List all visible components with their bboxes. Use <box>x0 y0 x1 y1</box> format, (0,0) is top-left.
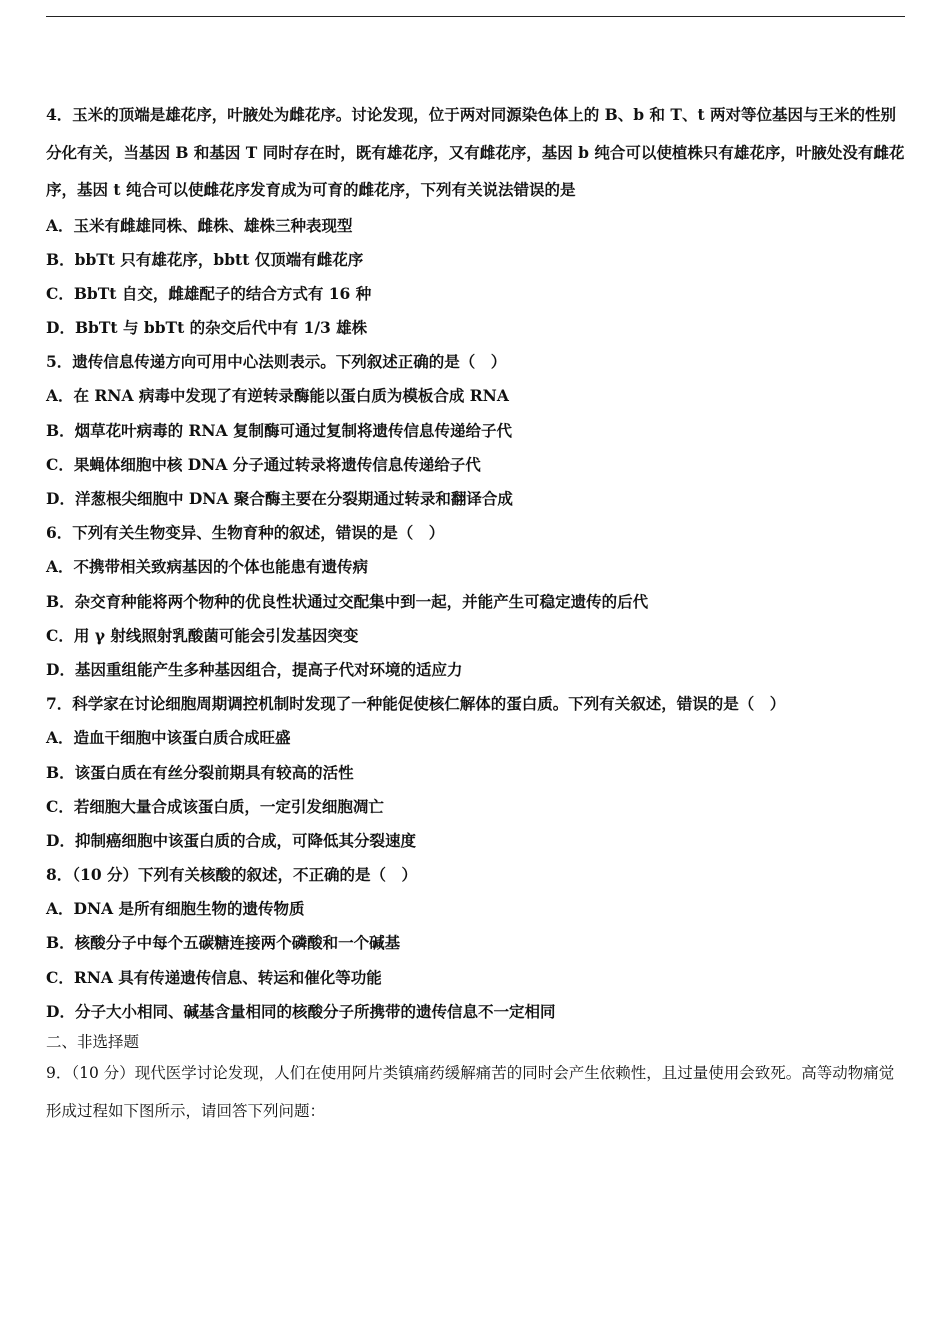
question-8-option-c: C．RNA 具有传递遗传信息、转运和催化等功能 <box>46 967 382 987</box>
header-rule <box>46 16 905 17</box>
question-6-option-c: C．用 γ 射线照射乳酸菌可能会引发基因突变 <box>46 625 359 645</box>
question-8-option-a: A．DNA 是所有细胞生物的遗传物质 <box>46 899 305 919</box>
exam-page-content <box>46 96 906 1130</box>
question-4-option-b: B．bbTt 只有雄花序，bbtt 仅顶端有雌花序 <box>46 249 364 269</box>
question-5-option-a: A．在 RNA 病毒中发现了有逆转录酶能以蛋白质为模板合成 RNA <box>46 386 509 406</box>
question-9-stem: 9．（10 分）现代医学讨论发现，人们在使用阿片类镇痛药缓解痛苦的同时会产生依赖性，且过量使用会致死。高等动物痛觉形成过程如下图所示，请回答下列问题： <box>46 1064 895 1120</box>
question-5-stem: 5．遗传信息传递方向可用中心法则表示。下列叙述正确的是（ ） <box>46 352 507 372</box>
question-7-option-a: A．造血干细胞中该蛋白质合成旺盛 <box>46 728 291 748</box>
question-7-option-c: C．若细胞大量合成该蛋白质，一定引发细胞凋亡 <box>46 796 384 816</box>
question-8-option-d: D．分子大小相同、碱基含量相同的核酸分子所携带的遗传信息不一定相同 <box>46 1001 556 1021</box>
question-6-stem: 6．下列有关生物变异、生物育种的叙述，错误的是（ ） <box>46 523 445 543</box>
section-title: 二、非选择题 <box>46 1033 140 1051</box>
question-5-option-b: B．烟草花叶病毒的 RNA 复制酶可通过复制将遗传信息传递给子代 <box>46 420 512 440</box>
question-7-option-b: B．该蛋白质在有丝分裂前期具有较高的活性 <box>46 762 354 782</box>
question-4-option-d: D．BbTt 与 bbTt 的杂交后代中有 1/3 雄株 <box>46 318 368 338</box>
question-4-option-c: C．BbTt 自交，雌雄配子的结合方式有 16 种 <box>46 283 372 303</box>
question-4-option-a: A．玉米有雌雄同株、雌株、雄株三种表现型 <box>46 215 353 235</box>
question-4-stem: 4．玉米的顶端是雄花序，叶腋处为雌花序。讨论发现，位于两对同源染色体上的 B、b 和 T、t 两对等位基因与王米的性别分化有关，当基因 B 和基因 T 同时存在时，既有雄花序，又有雌花序，基因 b 纯合可以使植株只有雄花序，叶腋处没有雌花序，基因 t 纯合可以使雌花序发育成为可育的雌花序，下列有关说法错误的是 <box>46 105 905 199</box>
question-5-option-d: D．洋葱根尖细胞中 DNA 聚合酶主要在分裂期通过转录和翻译合成 <box>46 489 513 508</box>
question-8-option-b: B．核酸分子中每个五碳糖连接两个磷酸和一个碱基 <box>46 933 401 953</box>
question-7-option-d: D．抑制癌细胞中该蛋白质的合成，可降低其分裂速度 <box>46 830 416 850</box>
question-6-option-d: D．基因重组能产生多种基因组合，提高子代对环境的适应力 <box>46 659 463 679</box>
question-8-stem: 8．（10 分）下列有关核酸的叙述，不正确的是（ ） <box>46 865 418 885</box>
question-6-option-b: B．杂交育种能将两个物种的优良性状通过交配集中到一起，并能产生可稳定遗传的后代 <box>46 591 649 611</box>
question-5-option-c: C．果蝇体细胞中核 DNA 分子通过转录将遗传信息传递给子代 <box>46 454 481 474</box>
question-6-option-a: A．不携带相关致病基因的个体也能患有遗传病 <box>46 557 369 577</box>
question-7-stem: 7．科学家在讨论细胞周期调控机制时发现了一种能促使核仁解体的蛋白质。下列有关叙述，错误的是（ ） <box>46 694 786 714</box>
